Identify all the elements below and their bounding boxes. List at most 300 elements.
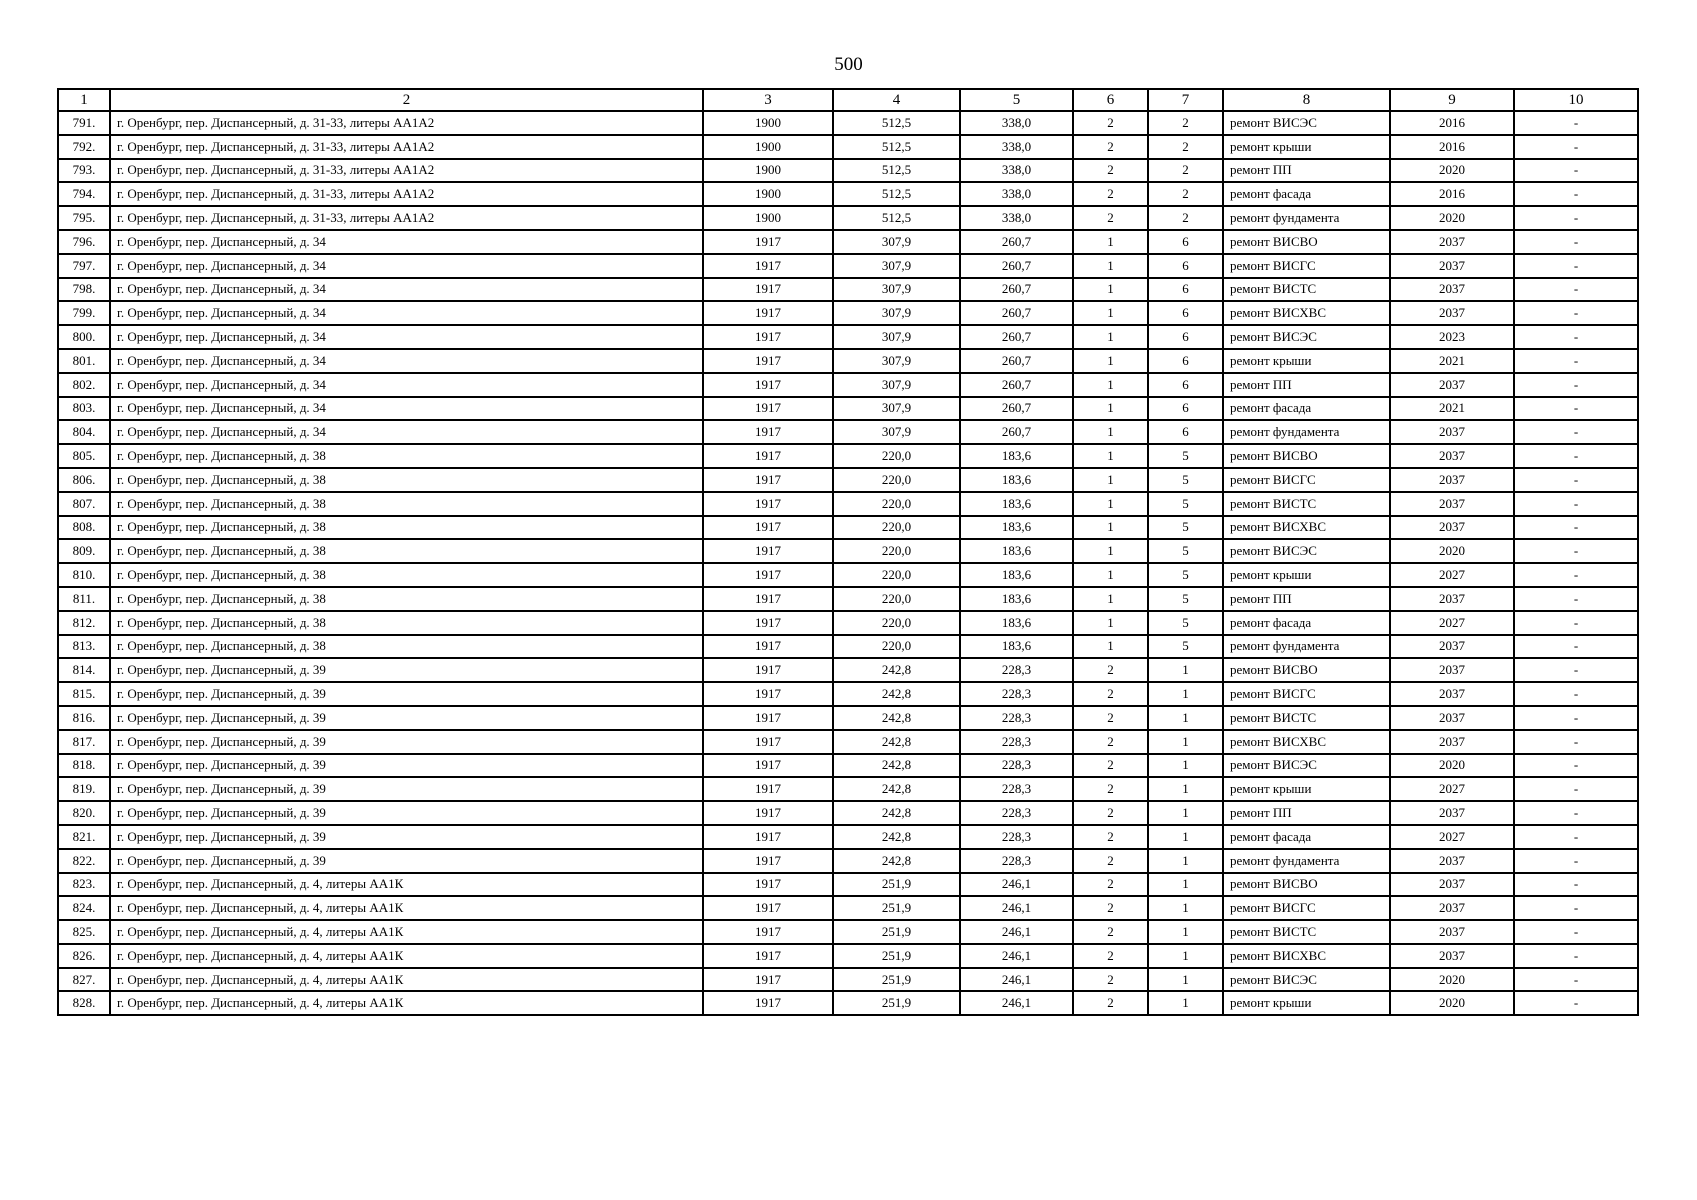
total-area-cell: 307,9 bbox=[833, 230, 960, 254]
planned-year-cell: 2027 bbox=[1390, 777, 1514, 801]
table-row bbox=[58, 230, 1638, 254]
table-row bbox=[58, 254, 1638, 278]
address-cell: г. Оренбург, пер. Диспансерный, д. 31-33, литеры АА1А2 bbox=[110, 135, 703, 159]
apartments-cell: 6 bbox=[1148, 230, 1223, 254]
year-built-cell: 1900 bbox=[703, 111, 833, 135]
apartments-cell: 5 bbox=[1148, 516, 1223, 540]
living-area-cell: 183,6 bbox=[960, 539, 1073, 563]
planned-year-cell: 2037 bbox=[1390, 849, 1514, 873]
row-number-cell: 791. bbox=[58, 111, 110, 135]
column-header: 4 bbox=[833, 89, 960, 111]
living-area-cell: 260,7 bbox=[960, 230, 1073, 254]
row-number-cell: 828. bbox=[58, 991, 110, 1015]
year-built-cell: 1917 bbox=[703, 706, 833, 730]
table-row bbox=[58, 516, 1638, 540]
total-area-cell: 220,0 bbox=[833, 587, 960, 611]
planned-year-cell: 2037 bbox=[1390, 706, 1514, 730]
note-cell: - bbox=[1514, 278, 1638, 302]
total-area-cell: 251,9 bbox=[833, 968, 960, 992]
total-area-cell: 220,0 bbox=[833, 444, 960, 468]
planned-year-cell: 2037 bbox=[1390, 492, 1514, 516]
apartments-cell: 2 bbox=[1148, 159, 1223, 183]
planned-year-cell: 2037 bbox=[1390, 682, 1514, 706]
planned-year-cell: 2037 bbox=[1390, 230, 1514, 254]
note-cell: - bbox=[1514, 397, 1638, 421]
planned-year-cell: 2037 bbox=[1390, 635, 1514, 659]
living-area-cell: 246,1 bbox=[960, 991, 1073, 1015]
work-type-cell: ремонт ВИСХВС bbox=[1223, 516, 1390, 540]
row-number-cell: 793. bbox=[58, 159, 110, 183]
row-number-cell: 817. bbox=[58, 730, 110, 754]
apartments-cell: 1 bbox=[1148, 730, 1223, 754]
total-area-cell: 512,5 bbox=[833, 206, 960, 230]
floors-cell: 1 bbox=[1073, 516, 1148, 540]
table-row bbox=[58, 397, 1638, 421]
work-type-cell: ремонт ВИСГС bbox=[1223, 468, 1390, 492]
work-type-cell: ремонт ПП bbox=[1223, 373, 1390, 397]
row-number-cell: 812. bbox=[58, 611, 110, 635]
living-area-cell: 183,6 bbox=[960, 492, 1073, 516]
floors-cell: 2 bbox=[1073, 896, 1148, 920]
apartments-cell: 1 bbox=[1148, 801, 1223, 825]
column-header: 3 bbox=[703, 89, 833, 111]
living-area-cell: 246,1 bbox=[960, 873, 1073, 897]
address-cell: г. Оренбург, пер. Диспансерный, д. 39 bbox=[110, 849, 703, 873]
row-number-cell: 810. bbox=[58, 563, 110, 587]
table-row bbox=[58, 278, 1638, 302]
work-type-cell: ремонт ВИСХВС bbox=[1223, 730, 1390, 754]
total-area-cell: 251,9 bbox=[833, 991, 960, 1015]
year-built-cell: 1917 bbox=[703, 539, 833, 563]
address-cell: г. Оренбург, пер. Диспансерный, д. 38 bbox=[110, 635, 703, 659]
floors-cell: 2 bbox=[1073, 730, 1148, 754]
floors-cell: 2 bbox=[1073, 135, 1148, 159]
total-area-cell: 307,9 bbox=[833, 373, 960, 397]
note-cell: - bbox=[1514, 611, 1638, 635]
address-cell: г. Оренбург, пер. Диспансерный, д. 34 bbox=[110, 278, 703, 302]
table-row bbox=[58, 825, 1638, 849]
living-area-cell: 228,3 bbox=[960, 849, 1073, 873]
total-area-cell: 242,8 bbox=[833, 682, 960, 706]
living-area-cell: 228,3 bbox=[960, 754, 1073, 778]
planned-year-cell: 2037 bbox=[1390, 920, 1514, 944]
planned-year-cell: 2023 bbox=[1390, 325, 1514, 349]
address-cell: г. Оренбург, пер. Диспансерный, д. 38 bbox=[110, 587, 703, 611]
planned-year-cell: 2020 bbox=[1390, 539, 1514, 563]
address-cell: г. Оренбург, пер. Диспансерный, д. 34 bbox=[110, 420, 703, 444]
year-built-cell: 1917 bbox=[703, 468, 833, 492]
note-cell: - bbox=[1514, 658, 1638, 682]
total-area-cell: 242,8 bbox=[833, 730, 960, 754]
total-area-cell: 512,5 bbox=[833, 135, 960, 159]
row-number-cell: 827. bbox=[58, 968, 110, 992]
floors-cell: 1 bbox=[1073, 278, 1148, 302]
table-row bbox=[58, 991, 1638, 1015]
floors-cell: 1 bbox=[1073, 492, 1148, 516]
table-row bbox=[58, 420, 1638, 444]
living-area-cell: 183,6 bbox=[960, 516, 1073, 540]
floors-cell: 2 bbox=[1073, 873, 1148, 897]
note-cell: - bbox=[1514, 349, 1638, 373]
row-number-cell: 802. bbox=[58, 373, 110, 397]
address-cell: г. Оренбург, пер. Диспансерный, д. 39 bbox=[110, 706, 703, 730]
planned-year-cell: 2037 bbox=[1390, 420, 1514, 444]
year-built-cell: 1917 bbox=[703, 658, 833, 682]
floors-cell: 2 bbox=[1073, 182, 1148, 206]
total-area-cell: 242,8 bbox=[833, 706, 960, 730]
note-cell: - bbox=[1514, 991, 1638, 1015]
total-area-cell: 242,8 bbox=[833, 754, 960, 778]
note-cell: - bbox=[1514, 801, 1638, 825]
work-type-cell: ремонт ВИСХВС bbox=[1223, 944, 1390, 968]
row-number-cell: 803. bbox=[58, 397, 110, 421]
note-cell: - bbox=[1514, 373, 1638, 397]
table-row bbox=[58, 849, 1638, 873]
living-area-cell: 228,3 bbox=[960, 706, 1073, 730]
address-cell: г. Оренбург, пер. Диспансерный, д. 38 bbox=[110, 516, 703, 540]
total-area-cell: 220,0 bbox=[833, 539, 960, 563]
year-built-cell: 1900 bbox=[703, 182, 833, 206]
row-number-cell: 816. bbox=[58, 706, 110, 730]
address-cell: г. Оренбург, пер. Диспансерный, д. 34 bbox=[110, 349, 703, 373]
planned-year-cell: 2016 bbox=[1390, 182, 1514, 206]
floors-cell: 1 bbox=[1073, 301, 1148, 325]
address-cell: г. Оренбург, пер. Диспансерный, д. 31-33, литеры АА1А2 bbox=[110, 206, 703, 230]
year-built-cell: 1917 bbox=[703, 896, 833, 920]
work-type-cell: ремонт ПП bbox=[1223, 587, 1390, 611]
table-row bbox=[58, 706, 1638, 730]
row-number-cell: 822. bbox=[58, 849, 110, 873]
total-area-cell: 220,0 bbox=[833, 611, 960, 635]
year-built-cell: 1917 bbox=[703, 278, 833, 302]
address-cell: г. Оренбург, пер. Диспансерный, д. 34 bbox=[110, 301, 703, 325]
year-built-cell: 1917 bbox=[703, 516, 833, 540]
floors-cell: 2 bbox=[1073, 754, 1148, 778]
year-built-cell: 1917 bbox=[703, 325, 833, 349]
year-built-cell: 1917 bbox=[703, 611, 833, 635]
year-built-cell: 1900 bbox=[703, 206, 833, 230]
year-built-cell: 1917 bbox=[703, 682, 833, 706]
total-area-cell: 220,0 bbox=[833, 516, 960, 540]
table-row bbox=[58, 373, 1638, 397]
total-area-cell: 307,9 bbox=[833, 325, 960, 349]
year-built-cell: 1917 bbox=[703, 397, 833, 421]
year-built-cell: 1917 bbox=[703, 420, 833, 444]
living-area-cell: 246,1 bbox=[960, 920, 1073, 944]
floors-cell: 2 bbox=[1073, 111, 1148, 135]
table-row bbox=[58, 754, 1638, 778]
address-cell: г. Оренбург, пер. Диспансерный, д. 39 bbox=[110, 658, 703, 682]
note-cell: - bbox=[1514, 635, 1638, 659]
year-built-cell: 1917 bbox=[703, 754, 833, 778]
total-area-cell: 242,8 bbox=[833, 801, 960, 825]
column-header: 6 bbox=[1073, 89, 1148, 111]
planned-year-cell: 2037 bbox=[1390, 944, 1514, 968]
row-number-cell: 798. bbox=[58, 278, 110, 302]
address-cell: г. Оренбург, пер. Диспансерный, д. 38 bbox=[110, 611, 703, 635]
living-area-cell: 260,7 bbox=[960, 373, 1073, 397]
address-cell: г. Оренбург, пер. Диспансерный, д. 4, литеры АА1К bbox=[110, 944, 703, 968]
floors-cell: 1 bbox=[1073, 254, 1148, 278]
address-cell: г. Оренбург, пер. Диспансерный, д. 31-33, литеры АА1А2 bbox=[110, 159, 703, 183]
table-row bbox=[58, 492, 1638, 516]
note-cell: - bbox=[1514, 444, 1638, 468]
floors-cell: 2 bbox=[1073, 849, 1148, 873]
row-number-cell: 801. bbox=[58, 349, 110, 373]
living-area-cell: 183,6 bbox=[960, 468, 1073, 492]
work-type-cell: ремонт крыши bbox=[1223, 349, 1390, 373]
living-area-cell: 228,3 bbox=[960, 730, 1073, 754]
living-area-cell: 260,7 bbox=[960, 349, 1073, 373]
table-body bbox=[58, 111, 1638, 1015]
apartments-cell: 1 bbox=[1148, 849, 1223, 873]
apartments-cell: 1 bbox=[1148, 706, 1223, 730]
address-cell: г. Оренбург, пер. Диспансерный, д. 4, литеры АА1К bbox=[110, 920, 703, 944]
work-type-cell: ремонт ВИСВО bbox=[1223, 873, 1390, 897]
total-area-cell: 242,8 bbox=[833, 658, 960, 682]
row-number-cell: 796. bbox=[58, 230, 110, 254]
apartments-cell: 6 bbox=[1148, 325, 1223, 349]
row-number-cell: 819. bbox=[58, 777, 110, 801]
note-cell: - bbox=[1514, 135, 1638, 159]
address-cell: г. Оренбург, пер. Диспансерный, д. 34 bbox=[110, 325, 703, 349]
note-cell: - bbox=[1514, 254, 1638, 278]
total-area-cell: 242,8 bbox=[833, 849, 960, 873]
address-cell: г. Оренбург, пер. Диспансерный, д. 38 bbox=[110, 539, 703, 563]
planned-year-cell: 2037 bbox=[1390, 896, 1514, 920]
floors-cell: 1 bbox=[1073, 611, 1148, 635]
work-type-cell: ремонт фундамента bbox=[1223, 420, 1390, 444]
total-area-cell: 307,9 bbox=[833, 349, 960, 373]
apartments-cell: 2 bbox=[1148, 111, 1223, 135]
planned-year-cell: 2037 bbox=[1390, 278, 1514, 302]
note-cell: - bbox=[1514, 873, 1638, 897]
note-cell: - bbox=[1514, 468, 1638, 492]
year-built-cell: 1917 bbox=[703, 587, 833, 611]
note-cell: - bbox=[1514, 539, 1638, 563]
floors-cell: 1 bbox=[1073, 420, 1148, 444]
floors-cell: 2 bbox=[1073, 968, 1148, 992]
living-area-cell: 246,1 bbox=[960, 896, 1073, 920]
table-row bbox=[58, 635, 1638, 659]
planned-year-cell: 2020 bbox=[1390, 754, 1514, 778]
living-area-cell: 338,0 bbox=[960, 159, 1073, 183]
year-built-cell: 1917 bbox=[703, 635, 833, 659]
note-cell: - bbox=[1514, 159, 1638, 183]
living-area-cell: 183,6 bbox=[960, 635, 1073, 659]
living-area-cell: 246,1 bbox=[960, 944, 1073, 968]
total-area-cell: 512,5 bbox=[833, 182, 960, 206]
year-built-cell: 1917 bbox=[703, 825, 833, 849]
address-cell: г. Оренбург, пер. Диспансерный, д. 38 bbox=[110, 468, 703, 492]
floors-cell: 1 bbox=[1073, 587, 1148, 611]
apartments-cell: 5 bbox=[1148, 611, 1223, 635]
living-area-cell: 338,0 bbox=[960, 206, 1073, 230]
table-row bbox=[58, 563, 1638, 587]
year-built-cell: 1917 bbox=[703, 777, 833, 801]
note-cell: - bbox=[1514, 563, 1638, 587]
total-area-cell: 512,5 bbox=[833, 159, 960, 183]
floors-cell: 1 bbox=[1073, 539, 1148, 563]
floors-cell: 2 bbox=[1073, 206, 1148, 230]
table-row bbox=[58, 968, 1638, 992]
planned-year-cell: 2016 bbox=[1390, 135, 1514, 159]
row-number-cell: 823. bbox=[58, 873, 110, 897]
address-cell: г. Оренбург, пер. Диспансерный, д. 34 bbox=[110, 397, 703, 421]
planned-year-cell: 2037 bbox=[1390, 516, 1514, 540]
note-cell: - bbox=[1514, 492, 1638, 516]
total-area-cell: 220,0 bbox=[833, 468, 960, 492]
work-type-cell: ремонт ВИСЭС bbox=[1223, 325, 1390, 349]
year-built-cell: 1917 bbox=[703, 920, 833, 944]
floors-cell: 2 bbox=[1073, 920, 1148, 944]
note-cell: - bbox=[1514, 206, 1638, 230]
floors-cell: 1 bbox=[1073, 349, 1148, 373]
planned-year-cell: 2020 bbox=[1390, 159, 1514, 183]
total-area-cell: 251,9 bbox=[833, 944, 960, 968]
work-type-cell: ремонт крыши bbox=[1223, 991, 1390, 1015]
note-cell: - bbox=[1514, 777, 1638, 801]
year-built-cell: 1917 bbox=[703, 254, 833, 278]
total-area-cell: 512,5 bbox=[833, 111, 960, 135]
year-built-cell: 1917 bbox=[703, 230, 833, 254]
note-cell: - bbox=[1514, 230, 1638, 254]
planned-year-cell: 2020 bbox=[1390, 991, 1514, 1015]
year-built-cell: 1917 bbox=[703, 301, 833, 325]
planned-year-cell: 2037 bbox=[1390, 801, 1514, 825]
address-cell: г. Оренбург, пер. Диспансерный, д. 34 bbox=[110, 373, 703, 397]
table-row bbox=[58, 920, 1638, 944]
living-area-cell: 338,0 bbox=[960, 135, 1073, 159]
note-cell: - bbox=[1514, 754, 1638, 778]
table-row bbox=[58, 896, 1638, 920]
apartments-cell: 5 bbox=[1148, 539, 1223, 563]
apartments-cell: 1 bbox=[1148, 920, 1223, 944]
apartments-cell: 1 bbox=[1148, 682, 1223, 706]
column-header: 10 bbox=[1514, 89, 1638, 111]
total-area-cell: 307,9 bbox=[833, 420, 960, 444]
planned-year-cell: 2016 bbox=[1390, 111, 1514, 135]
floors-cell: 1 bbox=[1073, 373, 1148, 397]
planned-year-cell: 2037 bbox=[1390, 730, 1514, 754]
table-row bbox=[58, 111, 1638, 135]
living-area-cell: 260,7 bbox=[960, 397, 1073, 421]
address-cell: г. Оренбург, пер. Диспансерный, д. 38 bbox=[110, 563, 703, 587]
work-type-cell: ремонт фасада bbox=[1223, 397, 1390, 421]
table-row bbox=[58, 159, 1638, 183]
floors-cell: 1 bbox=[1073, 563, 1148, 587]
total-area-cell: 307,9 bbox=[833, 397, 960, 421]
total-area-cell: 242,8 bbox=[833, 777, 960, 801]
year-built-cell: 1917 bbox=[703, 991, 833, 1015]
work-type-cell: ремонт фасада bbox=[1223, 825, 1390, 849]
planned-year-cell: 2037 bbox=[1390, 444, 1514, 468]
year-built-cell: 1900 bbox=[703, 159, 833, 183]
header-row bbox=[58, 89, 1638, 111]
note-cell: - bbox=[1514, 706, 1638, 730]
table-row bbox=[58, 539, 1638, 563]
work-type-cell: ремонт ВИСВО bbox=[1223, 658, 1390, 682]
row-number-cell: 797. bbox=[58, 254, 110, 278]
address-cell: г. Оренбург, пер. Диспансерный, д. 39 bbox=[110, 682, 703, 706]
living-area-cell: 246,1 bbox=[960, 968, 1073, 992]
row-number-cell: 794. bbox=[58, 182, 110, 206]
note-cell: - bbox=[1514, 682, 1638, 706]
work-type-cell: ремонт ВИСЭС bbox=[1223, 111, 1390, 135]
floors-cell: 2 bbox=[1073, 682, 1148, 706]
apartments-cell: 1 bbox=[1148, 777, 1223, 801]
note-cell: - bbox=[1514, 182, 1638, 206]
note-cell: - bbox=[1514, 944, 1638, 968]
apartments-cell: 5 bbox=[1148, 468, 1223, 492]
column-header: 1 bbox=[58, 89, 110, 111]
floors-cell: 2 bbox=[1073, 991, 1148, 1015]
address-cell: г. Оренбург, пер. Диспансерный, д. 39 bbox=[110, 777, 703, 801]
living-area-cell: 183,6 bbox=[960, 444, 1073, 468]
apartments-cell: 5 bbox=[1148, 444, 1223, 468]
work-type-cell: ремонт ПП bbox=[1223, 159, 1390, 183]
work-type-cell: ремонт ВИСВО bbox=[1223, 230, 1390, 254]
address-cell: г. Оренбург, пер. Диспансерный, д. 4, литеры АА1К bbox=[110, 991, 703, 1015]
address-cell: г. Оренбург, пер. Диспансерный, д. 4, литеры АА1К bbox=[110, 896, 703, 920]
table-row bbox=[58, 944, 1638, 968]
planned-year-cell: 2027 bbox=[1390, 825, 1514, 849]
living-area-cell: 228,3 bbox=[960, 801, 1073, 825]
row-number-cell: 804. bbox=[58, 420, 110, 444]
row-number-cell: 800. bbox=[58, 325, 110, 349]
work-type-cell: ремонт крыши bbox=[1223, 563, 1390, 587]
planned-year-cell: 2037 bbox=[1390, 587, 1514, 611]
living-area-cell: 228,3 bbox=[960, 825, 1073, 849]
work-type-cell: ремонт ВИСГС bbox=[1223, 896, 1390, 920]
living-area-cell: 260,7 bbox=[960, 301, 1073, 325]
note-cell: - bbox=[1514, 896, 1638, 920]
column-header: 9 bbox=[1390, 89, 1514, 111]
table-row bbox=[58, 444, 1638, 468]
work-type-cell: ремонт фасада bbox=[1223, 611, 1390, 635]
planned-year-cell: 2037 bbox=[1390, 301, 1514, 325]
living-area-cell: 183,6 bbox=[960, 611, 1073, 635]
floors-cell: 1 bbox=[1073, 444, 1148, 468]
total-area-cell: 220,0 bbox=[833, 492, 960, 516]
apartments-cell: 5 bbox=[1148, 492, 1223, 516]
note-cell: - bbox=[1514, 730, 1638, 754]
page-number: 500 bbox=[834, 54, 863, 75]
planned-year-cell: 2027 bbox=[1390, 611, 1514, 635]
row-number-cell: 821. bbox=[58, 825, 110, 849]
column-header: 2 bbox=[110, 89, 703, 111]
apartments-cell: 6 bbox=[1148, 420, 1223, 444]
note-cell: - bbox=[1514, 325, 1638, 349]
work-type-cell: ремонт ВИСЭС bbox=[1223, 968, 1390, 992]
work-type-cell: ремонт ВИСТС bbox=[1223, 492, 1390, 516]
work-type-cell: ремонт ВИСГС bbox=[1223, 254, 1390, 278]
address-cell: г. Оренбург, пер. Диспансерный, д. 4, литеры АА1К bbox=[110, 873, 703, 897]
living-area-cell: 260,7 bbox=[960, 420, 1073, 444]
column-header: 5 bbox=[960, 89, 1073, 111]
planned-year-cell: 2037 bbox=[1390, 658, 1514, 682]
row-number-cell: 806. bbox=[58, 468, 110, 492]
row-number-cell: 792. bbox=[58, 135, 110, 159]
living-area-cell: 260,7 bbox=[960, 325, 1073, 349]
apartments-cell: 6 bbox=[1148, 301, 1223, 325]
apartments-cell: 2 bbox=[1148, 135, 1223, 159]
address-cell: г. Оренбург, пер. Диспансерный, д. 34 bbox=[110, 254, 703, 278]
table-row bbox=[58, 349, 1638, 373]
year-built-cell: 1917 bbox=[703, 944, 833, 968]
floors-cell: 2 bbox=[1073, 801, 1148, 825]
work-type-cell: ремонт ВИСТС bbox=[1223, 920, 1390, 944]
